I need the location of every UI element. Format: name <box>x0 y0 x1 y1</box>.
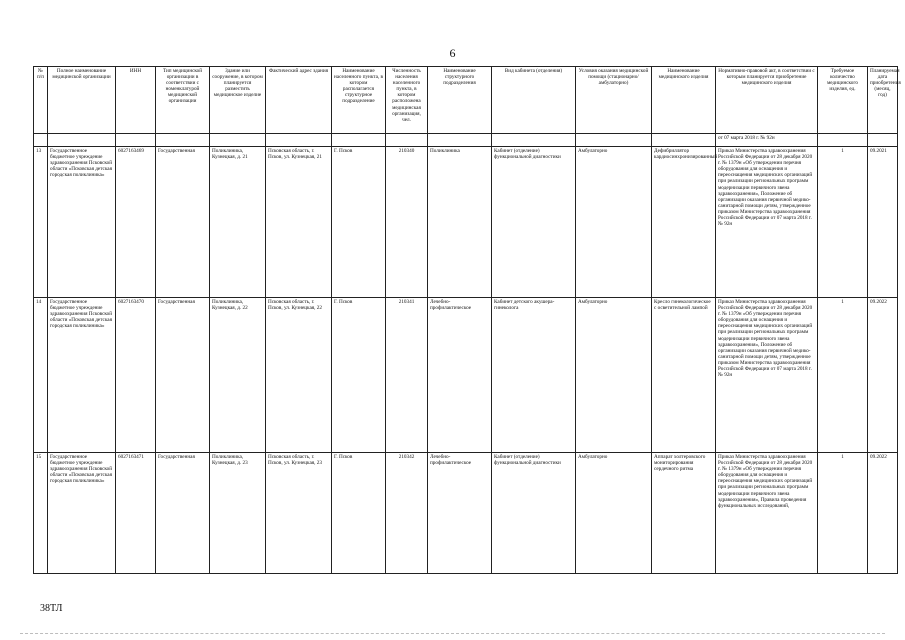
cell-building: Поликлиника, Кузнецкая, д. 22 <box>210 298 266 453</box>
cell-conditions: Амбулаторно <box>576 453 652 574</box>
header-inn: ИНН <box>116 67 156 134</box>
cell-building: Поликлиника, Кузнецкая, д. 23 <box>210 453 266 574</box>
cell-building: Поликлиника, Кузнецкая, д. 21 <box>210 147 266 298</box>
cell-cabinet: Кабинет (отделение) функциональной диагностики <box>492 147 576 298</box>
cell-num: 13 <box>34 147 48 298</box>
header-act: Нормативно-правовой акт, в соответствии с которым планируется приобретение медицинского изделия <box>716 67 818 134</box>
equipment-table <box>33 66 901 574</box>
footer-code: 38ТЛ <box>40 603 63 614</box>
scan-edge-line <box>20 633 885 634</box>
header-num: № п/п <box>34 67 48 134</box>
table-row <box>34 298 898 453</box>
cell-unit: Лечебно-профилактическое <box>428 453 492 574</box>
header-device: Наименование медицинского изделия <box>652 67 716 134</box>
header-population: Численность населения населенного пункта, в котором расположена медицинская организация, чел. <box>386 67 428 134</box>
cell-conditions: Амбулаторно <box>576 147 652 298</box>
header-cabinet: Вид кабинета (отделения) <box>492 67 576 134</box>
cell-org: Государственное бюджетное учреждение здравоохранения Псковской области «Псковская детская городская поликлиника» <box>48 453 116 574</box>
cell-act: Приказ Министерства здравоохранения Российской Федерации от 28 декабря 2020 г. № 1379н «Об утверждении перечня оборудования для оснащения и переоснащения медицинских организаций при реализации региональных программ модернизации первичного звена здравоохранения», Правила проведения функциональных исследований, <box>716 453 818 574</box>
cell-unit: Лечебно-профилактическое <box>428 298 492 453</box>
cell-num: 15 <box>34 453 48 574</box>
cell-locality: Г. Псков <box>332 453 386 574</box>
header-qty: Требуемое количество медицинского изделия, ед. <box>818 67 868 134</box>
equipment-table-container <box>33 66 901 574</box>
cell-date: 09.2022 <box>868 298 898 453</box>
cell-address: Псковская область, г. Псков, ул. Кузнецкая, 21 <box>266 147 332 298</box>
cell-type: Государственная <box>156 453 210 574</box>
header-org: Полное наименование медицинской организации <box>48 67 116 134</box>
cell-org: Государственное бюджетное учреждение здравоохранения Псковской области «Псковская детская городская поликлиника» <box>48 298 116 453</box>
cell-act: Приказ Министерства здравоохранения Российской Федерации от 28 декабря 2020 г. № 1379н «Об утверждении перечня оборудования для оснащения и переоснащения медицинских организаций при реализации региональных программ модернизации первичного звена здравоохранения», Положение об организации оказания первичной медико-санитарной помощи детям, утвержденное приказом Министерства здравоохранения Российской Федерации от 07 марта 2018 г. № 92н <box>716 298 818 453</box>
header-building: Здание или сооружение, в котором планируется разместить медицинское изделие <box>210 67 266 134</box>
cell-population: 210340 <box>386 147 428 298</box>
header-unit: Наименование структурного подразделения <box>428 67 492 134</box>
cell-device: Дефибриллятор кардиосинхронизированный <box>652 147 716 298</box>
cell-inn: 6027163470 <box>116 298 156 453</box>
cell-population: 210342 <box>386 453 428 574</box>
header-locality: Наименование населенного пункта, в котором располагается структурное подразделение <box>332 67 386 134</box>
cell-inn: 6027163471 <box>116 453 156 574</box>
cell-population: 210341 <box>386 298 428 453</box>
header-address: Фактический адрес здания <box>266 67 332 134</box>
cell-qty: 1 <box>818 453 868 574</box>
header-type: Тип медицинской организации в соответствии с номенклатурой медицинской организации <box>156 67 210 134</box>
cell-type: Государственная <box>156 147 210 298</box>
cell-act: Приказ Министерства здравоохранения Российской Федерации от 28 декабря 2020 г. № 1379н «Об утверждении перечня оборудования для оснащения и переоснащения медицинских организаций при реализации региональных программ модернизации первичного звена здравоохранения», Положение об организации оказания первичной медико-санитарной помощи детям, утвержденное приказом Министерства здравоохранения Российской Федерации от 07 марта 2018 г. № 92н <box>716 147 818 298</box>
table-row <box>34 147 898 298</box>
cell-cabinet: Кабинет детского акушера-гинеколога <box>492 298 576 453</box>
cell-num: 14 <box>34 298 48 453</box>
cell-unit: Поликлиника <box>428 147 492 298</box>
continuation-row <box>34 134 898 147</box>
header-row <box>34 67 898 134</box>
cell-date: 09.2022 <box>868 453 898 574</box>
page-number: 6 <box>449 46 456 60</box>
cell-locality: Г. Псков <box>332 298 386 453</box>
cell-org: Государственное бюджетное учреждение здравоохранения Псковской области «Псковская детская городская поликлиника» <box>48 147 116 298</box>
cell-address: Псковская область, г. Псков, ул. Кузнецкая, 22 <box>266 298 332 453</box>
table-row <box>34 453 898 574</box>
cell-qty: 1 <box>818 298 868 453</box>
cell-qty: 1 <box>818 147 868 298</box>
cell-conditions: Амбулаторно <box>576 298 652 453</box>
cell-type: Государственная <box>156 298 210 453</box>
cell-address: Псковская область, г. Псков, ул. Кузнецкая, 23 <box>266 453 332 574</box>
cell-inn: 6027163469 <box>116 147 156 298</box>
cell-date: 09.2021 <box>868 147 898 298</box>
header-date: Планируемая дата приобретения (месяц, год) <box>868 67 898 134</box>
continuation-act-text: от 07 марта 2018 г. № 92н <box>716 134 818 147</box>
cell-device: Кресло гинекологическое с осветительной лампой <box>652 298 716 453</box>
cell-cabinet: Кабинет (отделение) функциональной диагностики <box>492 453 576 574</box>
header-conditions: Условия оказания медицинской помощи (стационарно/амбулаторно) <box>576 67 652 134</box>
cell-locality: Г. Псков <box>332 147 386 298</box>
cell-device: Аппарат холтеровского мониторирования сердечного ритма <box>652 453 716 574</box>
